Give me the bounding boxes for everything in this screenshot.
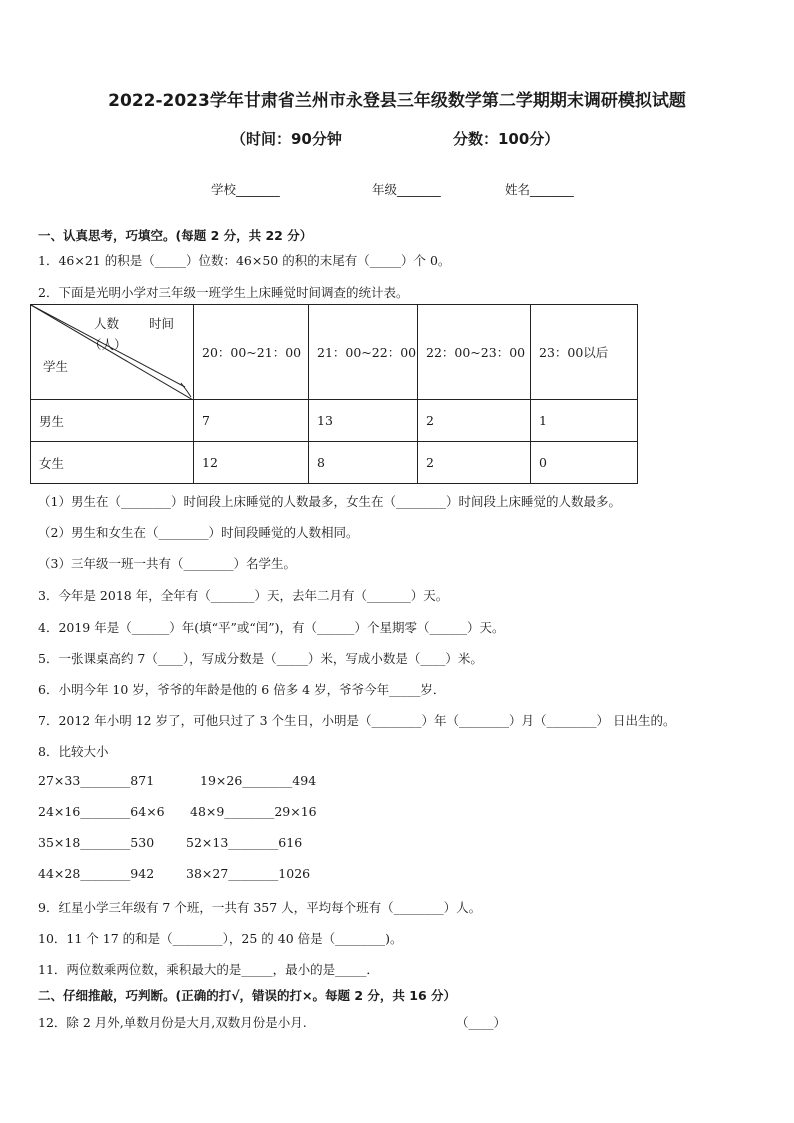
table-row [31,400,638,442]
question-6: 6．小明今年 10 岁，爷爷的年龄是他的 6 倍多 4 岁，爷爷今年_____岁． [38,682,446,697]
compare-item: 44×28________942 [38,866,155,881]
name-field: 姓名_______ [505,182,574,197]
table-cell: 2 [418,442,531,484]
compare-item: 24×16________64×6 [38,804,165,819]
sleep-stats-table [30,304,638,484]
header-time-label: 时间 [149,316,175,331]
table-cell: 7 [194,400,309,442]
table-cell: 1 [531,400,638,442]
question-2-1: （1）男生在（________）时间段上床睡觉的人数最多，女生在（________）时间段上床睡觉的人数最多。 [38,494,621,509]
score-label: 分数：100分） [453,130,560,148]
school-field: 学校_______ [211,182,280,197]
table-cell: 13 [309,400,418,442]
column-header: 21：00~22：00 [309,305,418,400]
compare-item: 52×13________616 [186,835,303,850]
question-9: 9．红星小学三年级有 7 个班，一共有 357 人，平均每个班有（________）人。 [38,900,482,915]
row-label: 男生 [31,400,194,442]
header-student-label: 学生 [43,359,69,374]
question-2: 2．下面是光明小学对三年级一班学生上床睡觉时间调查的统计表。 [38,285,409,300]
section-2-heading: 二、仔细推敲，巧判断。(正确的打√，错误的打×。每题 2 分，共 16 分） [38,988,457,1003]
compare-item: 27×33________871 [38,773,155,788]
time-label: （时间：90分钟 [231,130,342,148]
question-8: 8．比较大小 [38,744,109,759]
question-10: 10．11 个 17 的和是（________），25 的 40 倍是（________)。 [38,931,403,946]
compare-item: 38×27________1026 [186,866,311,881]
question-5: 5．一张课桌高约 7（____），写成分数是（_____）米，写成小数是（____）米。 [38,651,483,666]
table-cell: 2 [418,400,531,442]
question-11: 11．两位数乘两位数，乘积最大的是_____，最小的是_____． [38,962,379,977]
section-1-heading: 一、认真思考，巧填空。(每题 2 分，共 22 分） [38,228,313,243]
question-12-blank: （____） [456,1015,507,1030]
table-header-row [31,305,638,400]
question-4: 4．2019 年是（______）年(填“平”或“闰”)，有（______）个星期零（______）天。 [38,620,505,635]
compare-item: 48×9________29×16 [190,804,317,819]
compare-item: 19×26________494 [200,773,317,788]
column-header: 20：00~21：00 [194,305,309,400]
table-cell: 0 [531,442,638,484]
question-3: 3．今年是 2018 年，全年有（_______）天，去年二月有（_______）天。 [38,588,449,603]
question-1: 1．46×21 的积是（_____）位数：46×50 的积的末尾有（_____）个 0。 [38,253,451,268]
table-row [31,442,638,484]
column-header: 22：00~23：00 [418,305,531,400]
question-12: 12．除 2 月外,单数月份是大月,双数月份是小月. [38,1015,307,1030]
compare-item: 35×18________530 [38,835,155,850]
table-cell: 12 [194,442,309,484]
header-unit-label: （人） [89,337,127,352]
table-cell: 8 [309,442,418,484]
page-title: 2022-2023学年甘肃省兰州市永登县三年级数学第二学期期末调研模拟试题 [108,91,686,111]
question-7: 7．2012 年小明 12 岁了，可他只过了 3 个生日，小明是（________）年（________）月（________） 日出生的。 [38,713,676,728]
grade-field: 年级_______ [372,182,441,197]
question-2-3: （3）三年级一班一共有（________）名学生。 [38,556,296,571]
row-label: 女生 [31,442,194,484]
header-count-label: 人数 [94,316,120,331]
question-2-2: （2）男生和女生在（________）时间段睡觉的人数相同。 [38,525,359,540]
diagonal-header-cell [31,305,194,400]
column-header: 23：00以后 [531,305,638,400]
